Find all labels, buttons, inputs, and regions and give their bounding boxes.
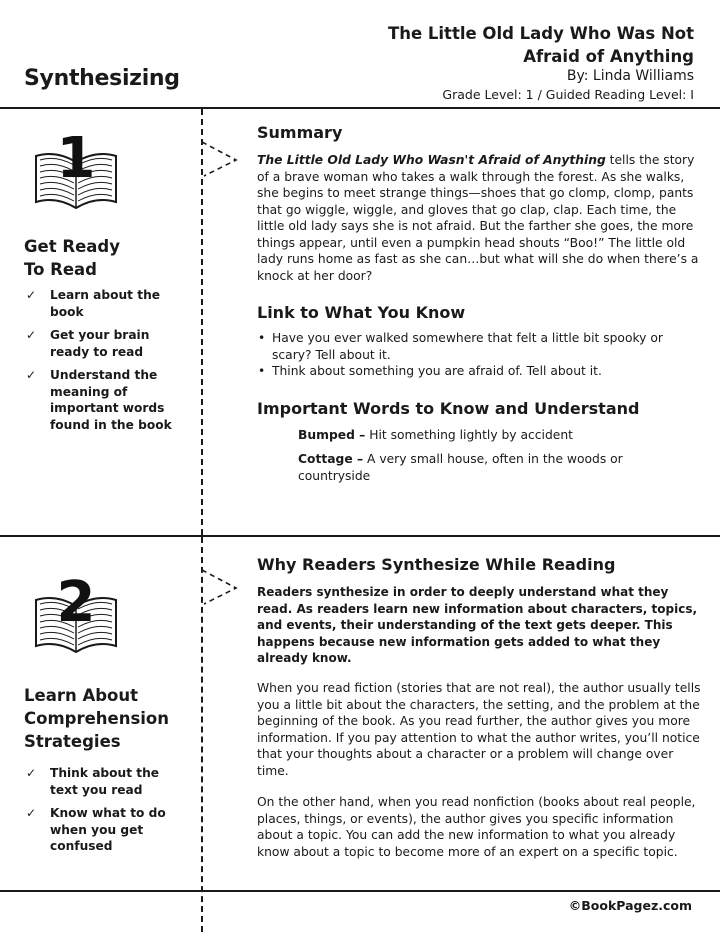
link-heading: Link to What You Know bbox=[257, 303, 466, 322]
checklist-item: ✓ Know what to do when you get confused bbox=[26, 806, 166, 853]
summary-text: The Little Old Lady Who Wasn't Afraid of Anything tells the story of a brave woman who takes a walk through the forest. As she walks, she begins to meet strange things—shoes that go clomp, clomp, pants that go wiggle, wiggle, and gloves that go clap, clap. Each time, the little old lady says she is not afraid. But the farther she goes, the more things appear, until even a pumpkin head shouts “Boo!” The little old lady runs home as fast as she can…but what will she do when there’s a knock at her door? bbox=[257, 153, 699, 283]
dashed-arrow-icon bbox=[200, 138, 242, 178]
why-intro: Readers synthesize in order to deeply understand what they read. As readers learn new information about characters, topics, and events, their understanding of the text gets deeper. This happens because new information gets added to what they already know. bbox=[257, 585, 698, 665]
open-book-icon bbox=[30, 568, 122, 658]
checklist-item: ✓ Understand the meaning of important words found in the book bbox=[26, 368, 172, 432]
middle-divider bbox=[0, 535, 720, 537]
step2-checklist bbox=[24, 765, 189, 862]
link-bullets bbox=[257, 330, 697, 380]
dashed-arrow-icon bbox=[200, 566, 242, 606]
book-title: The Little Old Lady Who Was Not Afraid of Anything bbox=[387, 24, 694, 66]
checklist-item: ✓ Get your brain ready to read bbox=[26, 328, 150, 359]
step-number: 1 bbox=[56, 126, 96, 191]
check-icon: ✓ bbox=[26, 766, 37, 780]
step2-heading: Learn About Comprehension Strategies bbox=[24, 686, 170, 751]
checklist-item: ✓ Think about the text you read bbox=[26, 766, 160, 797]
check-icon: ✓ bbox=[26, 288, 37, 302]
bullet-item: • Think about something you are afraid of. Tell about it. bbox=[257, 363, 697, 380]
bullet-item: • Have you ever walked somewhere that felt a little bit spooky or scary? Tell about it. bbox=[257, 330, 697, 363]
bottom-divider bbox=[0, 890, 720, 892]
summary-heading: Summary bbox=[257, 123, 343, 142]
vocab-item: Bumped – Hit something lightly by accident bbox=[298, 428, 573, 442]
check-icon: ✓ bbox=[26, 368, 37, 382]
lesson-title: Synthesizing bbox=[24, 66, 180, 91]
grade-level: Grade Level: 1 / Guided Reading Level: I bbox=[442, 87, 694, 102]
why-fiction: When you read fiction (stories that are not real), the author usually tells you a little bit about the characters, the setting, and the problem at the beginning of the book. As you read further, the author gives you more information. If you pay attention to what the author writes, you’ll notice that your thoughts about a character or a problem will change over time. bbox=[257, 681, 701, 778]
step-number: 2 bbox=[56, 570, 96, 635]
top-divider bbox=[0, 107, 720, 109]
open-book-icon bbox=[30, 124, 122, 214]
step1-heading: Get Ready To Read bbox=[24, 237, 120, 279]
check-icon: ✓ bbox=[26, 806, 37, 820]
words-heading: Important Words to Know and Understand bbox=[257, 399, 640, 418]
why-nonfiction: On the other hand, when you read nonfiction (books about real people, places, things, or events), the author gives you specific information about a topic. You can add the new information to what you already know about a topic to become more of an expert on a specific topic. bbox=[257, 795, 696, 859]
why-heading: Why Readers Synthesize While Reading bbox=[257, 555, 616, 574]
step1-checklist bbox=[24, 287, 189, 440]
checklist-item: ✓ Learn about the book bbox=[26, 288, 161, 319]
author: By: Linda Williams bbox=[566, 68, 694, 84]
vocab-item: Cottage – A very small house, often in the woods or countryside bbox=[298, 452, 623, 483]
copyright: ©BookPagez.com bbox=[568, 898, 692, 913]
check-icon: ✓ bbox=[26, 328, 37, 342]
